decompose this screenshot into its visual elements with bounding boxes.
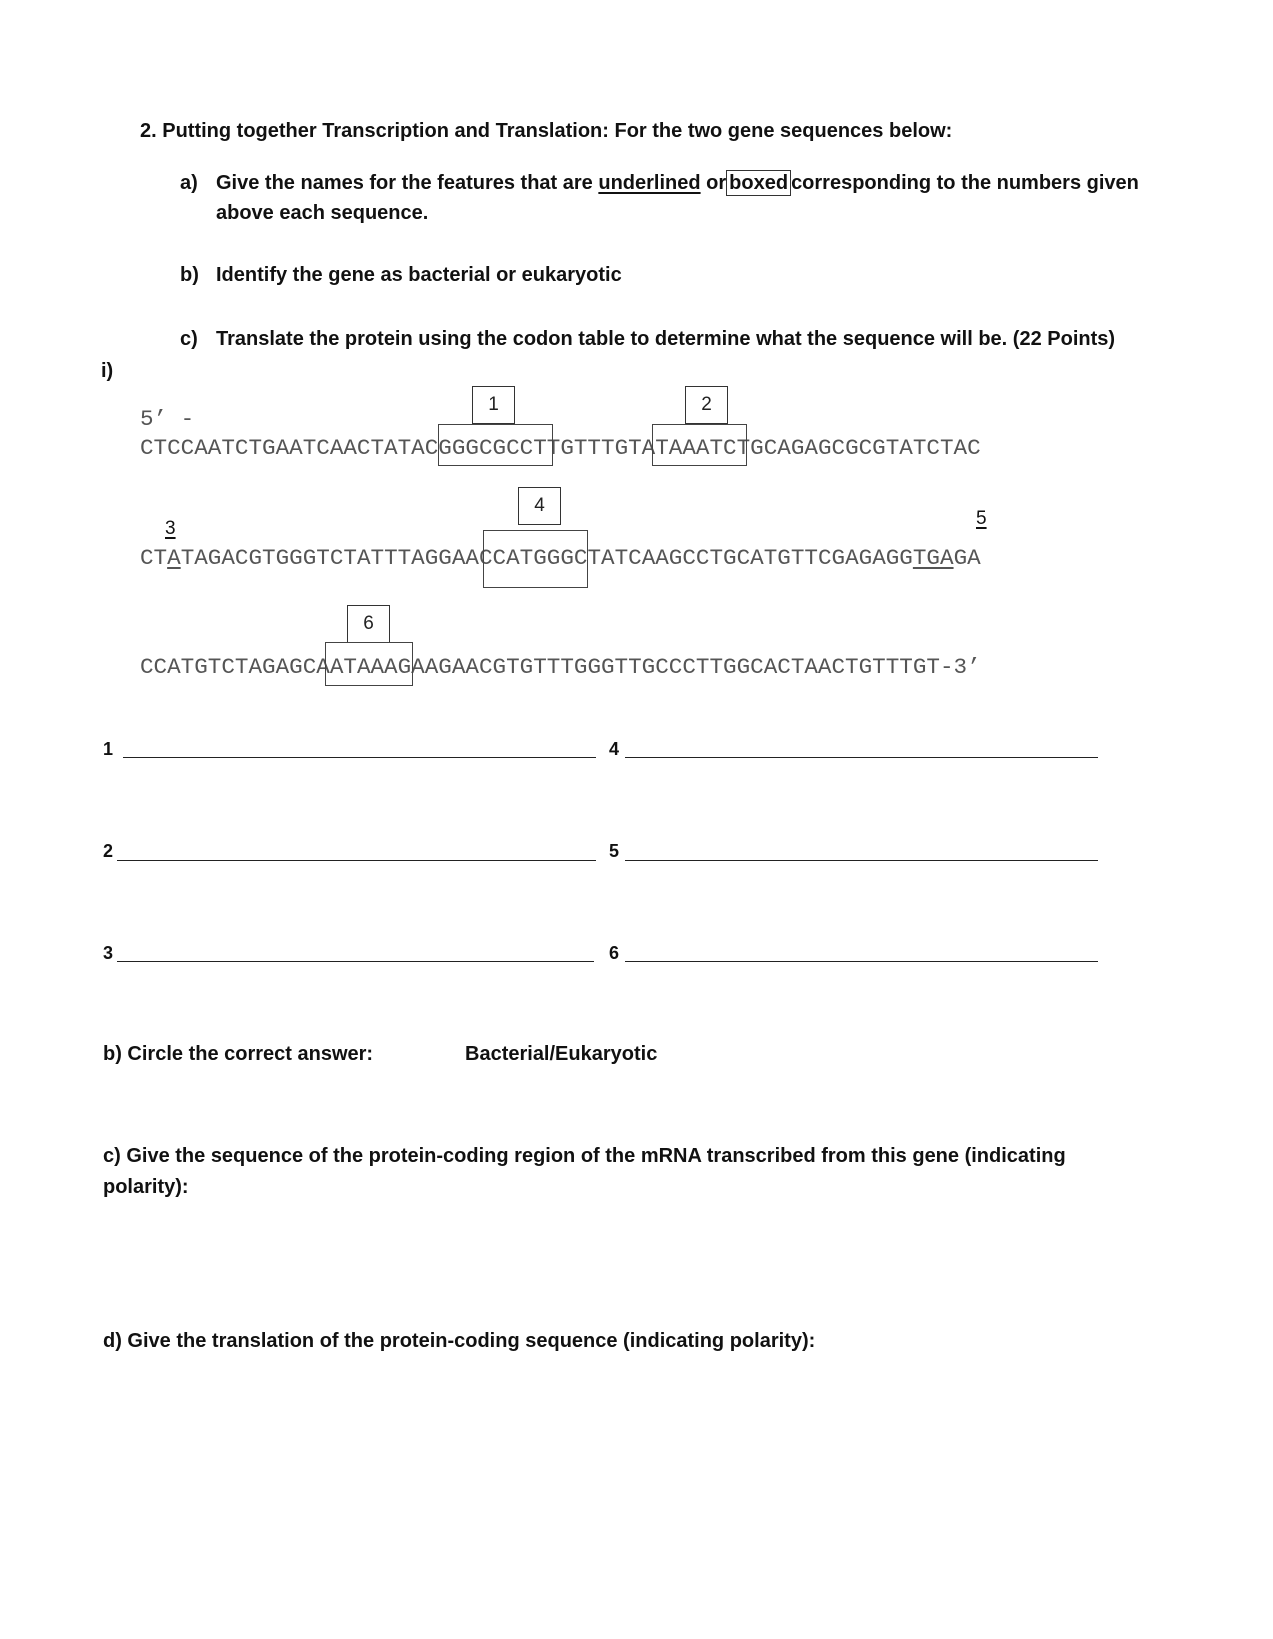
part-b-text: Identify the gene as bacterial or eukaryotic	[216, 264, 622, 286]
question-heading: 2. Putting together Transcription and Translation: For the two gene sequences below:	[140, 120, 953, 142]
answer-label-2: 2	[103, 841, 114, 861]
seq2-segment-a: CT	[140, 545, 168, 571]
seq2-segment-g: GA	[953, 545, 981, 571]
seq3-segment-c: GAAGAACGTGTTTGGGTTGCCCTTGGCACTAACTGTTTGT-3’	[397, 654, 981, 680]
answer-blank-1[interactable]	[123, 757, 596, 758]
gene-label: i)	[101, 360, 114, 382]
answer-blank-5[interactable]	[625, 860, 1098, 861]
part-c-answer-line1: c) Give the sequence of the protein-coding region of the mRNA transcribed from this gene (indicating	[103, 1145, 1066, 1167]
feature-number-2: 2	[685, 386, 728, 424]
seq2-segment-c: TAGACGTGGGTCTATTTAGGA	[180, 545, 466, 571]
seq3-segment-a: CCATGTCTAGAGC	[140, 654, 317, 680]
part-b-label: b)	[180, 264, 199, 286]
seq1-boxed-feature-2: GTATAAA	[614, 435, 710, 461]
answer-label-5: 5	[609, 841, 620, 861]
feature-number-3: 3	[165, 518, 176, 539]
part-b-answer-prompt: b) Circle the correct answer:	[103, 1043, 374, 1065]
part-a-label: a)	[180, 172, 198, 194]
answer-label-6: 6	[609, 943, 620, 963]
part-c-answer-line2: polarity):	[103, 1176, 189, 1198]
feature-number-6: 6	[347, 605, 390, 643]
feature-box-6	[325, 642, 413, 686]
part-d-answer-text: d) Give the translation of the protein-coding sequence (indicating polarity):	[103, 1330, 816, 1352]
seq2-underlined-feature-5: TGA	[912, 545, 954, 571]
seq1-segment-c: TTGTTT	[533, 435, 615, 461]
feature-number-1: 1	[472, 386, 515, 424]
feature-box-1	[438, 424, 553, 466]
part-c-label: c)	[180, 328, 198, 350]
seq2-underlined-feature-3: A	[167, 545, 181, 571]
answer-label-1: 1	[103, 739, 114, 759]
answer-blank-6[interactable]	[625, 961, 1098, 962]
part-b-answer-options[interactable]: Bacterial/Eukaryotic	[465, 1043, 658, 1065]
part-a-underlined-word: underlined	[598, 172, 701, 194]
seq1-boxed-feature-1: CGGGCGCC	[424, 435, 534, 461]
answer-label-3: 3	[103, 943, 114, 963]
part-a-line2: above each sequence.	[216, 202, 429, 224]
seq3-boxed-feature-6: AATAAA	[316, 654, 398, 680]
five-prime-marker: 5’ -	[140, 406, 195, 432]
feature-number-4: 4	[518, 487, 561, 525]
sequence-line-3	[140, 654, 981, 680]
answer-label-4: 4	[609, 739, 620, 759]
part-a-line1	[216, 172, 1139, 195]
feature-box-2	[652, 424, 747, 466]
feature-box-4	[483, 530, 588, 588]
answer-blank-2[interactable]	[117, 860, 596, 861]
seq2-boxed-feature-4: ACCATGG	[465, 545, 561, 571]
answer-blank-4[interactable]	[625, 757, 1098, 758]
part-a-post: corresponding to the numbers given	[791, 172, 1139, 194]
part-a-pre: Give the names for the features that are	[216, 172, 593, 194]
part-a-or: or	[706, 172, 727, 194]
answer-blank-3[interactable]	[117, 961, 594, 962]
part-a-boxed-word: boxed	[726, 170, 791, 196]
feature-number-5: 5	[976, 508, 987, 529]
part-c-text: Translate the protein using the codon table to determine what the sequence will be. (22 Points)	[216, 328, 1116, 350]
sequence-line-1	[140, 435, 981, 461]
seq2-segment-e: GCTATCAAGCCTGCATGTTCGAGAGG	[560, 545, 913, 571]
seq1-segment-e: TCTGCAGAGCGCGTATCTAC	[709, 435, 981, 461]
seq1-segment-a: CTCCAATCTGAATCAACTATA	[140, 435, 425, 461]
